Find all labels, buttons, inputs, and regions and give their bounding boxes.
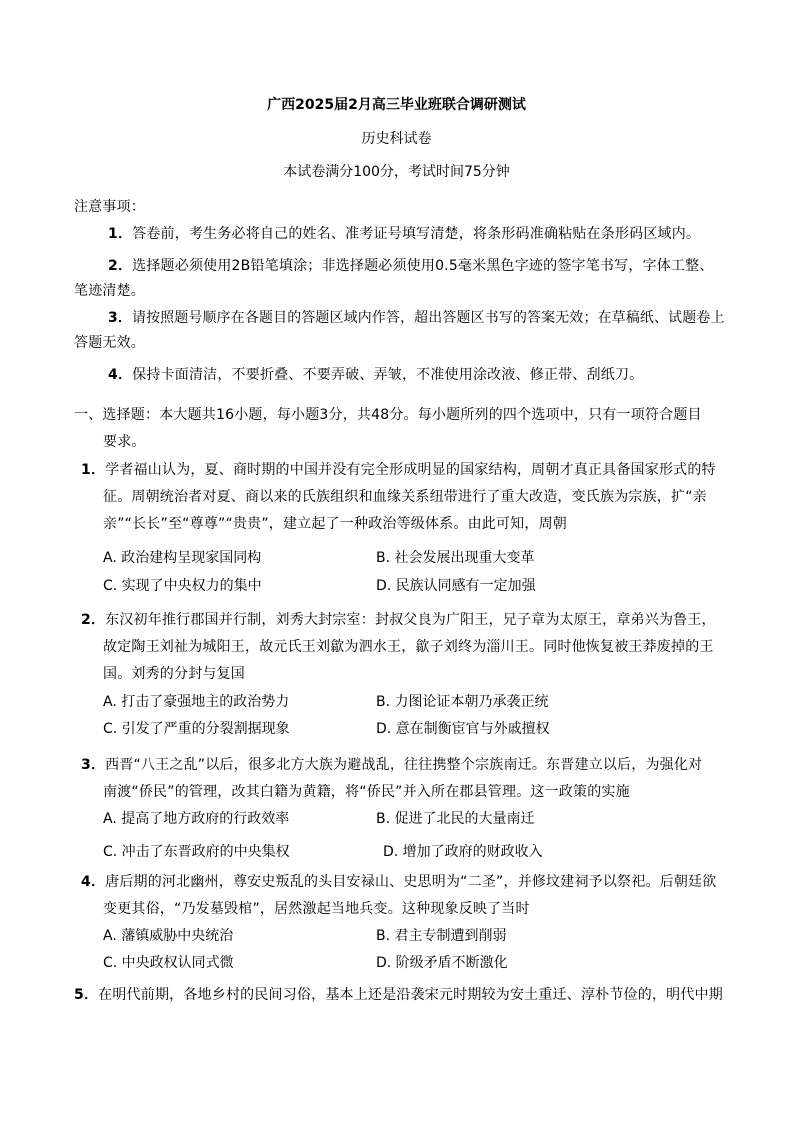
option-d: D. 民族认同感有一定加强 (376, 578, 536, 594)
option-a: A. 政治建构呈现家国同构 (103, 550, 262, 566)
notice-item (108, 224, 700, 244)
option-b: B. 促进了北民的大量南迁 (376, 811, 535, 827)
question-text: 故定陶王刘祉为城阳王，故元氏王刘歙为泗水王，歙子刘终为淄川王。同时他恢复被王莽废掉的王 (103, 639, 714, 655)
question-text: 东汉初年推行郡国并行制，刘秀大封宗室：封叔父良为广阳王，兄子章为太原王，章弟兴为鲁王， (105, 612, 716, 628)
notice-heading: 注意事项： (74, 199, 145, 215)
question-text: 征。周朝统治者对夏、商以来的氏族组织和血缘关系纽带进行了重大改造，变氏族为宗族，扩“亲 (103, 489, 707, 505)
option-a: A. 藩镇威胁中央统治 (103, 928, 234, 944)
option-c: C. 中央政权认同式微 (103, 955, 234, 971)
section-heading: 一、选择题：本大题共16小题，每小题3分，共48分。每小题所列的四个选项中，只有一项符合题目 (74, 407, 702, 423)
exam-title: 广西2025届2月高三毕业班联合调研测试 (267, 97, 526, 113)
question-text: 西晋“八王之乱”以后，很多北方大族为避战乱，往往携整个宗族南迁。东晋建立以后，为强化对 (105, 757, 703, 773)
option-d: D. 阶级矛盾不断激化 (376, 955, 508, 971)
question-text: 变更其俗，“乃发墓毁棺”，居然激起当地兵变。这种现象反映了当时 (103, 901, 530, 917)
option-a: A. 提高了地方政府的行政效率 (103, 811, 290, 827)
option-c: C. 实现了中央权力的集中 (103, 578, 262, 594)
option-d: D. 意在制衡宦官与外戚擅权 (376, 721, 550, 737)
option-b: B. 君主专制遭到削弱 (376, 928, 507, 944)
option-c: C. 冲击了东晋政府的中央集权 (103, 844, 290, 860)
notice-text: 笔迹清楚。 (74, 283, 145, 299)
option-b: B. 社会发展出现重大变革 (376, 550, 535, 566)
question-number: 4． (81, 874, 106, 890)
exam-info: 本试卷满分100分，考试时间75分钟 (283, 164, 510, 180)
question-text: 南渡“侨民”的管理，改其白籍为黄籍，将“侨民”并入所在郡县管理。这一政策的实施 (103, 784, 630, 800)
notice-text: 保持卡面清洁，不要折叠、不要弄破、弄皱，不准使用涂改液、修正带、刮纸刀。 (132, 367, 644, 383)
question (74, 985, 723, 1005)
question-text: 学者福山认为，夏、商时期的中国并没有完全形成明显的国家结构，周朝才真正具备国家形式的特 (105, 462, 716, 478)
notice-number: 4． (108, 367, 133, 383)
notice-text: 答卷前，考生务必将自己的姓名、准考证号填写清楚，将条形码准确粘贴在条形码区域内。 (132, 226, 701, 242)
question (81, 872, 716, 892)
question-number: 3． (81, 757, 106, 773)
notice-item (108, 308, 725, 328)
subject-title: 历史科试卷 (361, 131, 432, 147)
question-number: 2． (81, 612, 106, 628)
question-text: 唐后期的河北幽州，尊安史叛乱的头目安禄山、史思明为“二圣”，并修坟建祠予以祭祀。后朝廷欲 (105, 874, 717, 890)
question-text: 在明代前期，各地乡村的民间习俗，基本上还是沿袭宋元时期较为安土重迁、淳朴节俭的，明代中期 (98, 987, 723, 1003)
option-b: B. 力图论证本朝乃承袭正统 (376, 694, 549, 710)
notice-number: 2． (108, 258, 133, 274)
notice-text: 选择题必须使用2B铅笔填涂；非选择题必须使用0.5毫米黑色字迹的签字笔书写，字体工整、 (132, 258, 714, 274)
notice-number: 3． (108, 310, 133, 326)
notice-item (108, 365, 643, 385)
notice-text: 请按照题号顺序在各题目的答题区域内作答，超出答题区书写的答案无效；在草稿纸、试题卷上 (132, 310, 725, 326)
notice-number: 1． (108, 226, 133, 242)
option-d: D. 增加了政府的财政收入 (383, 844, 543, 860)
question (81, 755, 702, 775)
notice-item (108, 256, 714, 276)
question-text: 国。刘秀的分封与复国 (103, 666, 245, 682)
question-text: 亲”“长长”至“尊尊”“贵贵”，建立起了一种政治等级体系。由此可知，周朝 (103, 516, 567, 532)
notice-text: 答题无效。 (74, 335, 145, 351)
section-heading-cont: 要求。 (103, 434, 146, 450)
question (81, 460, 716, 480)
question-number: 1． (81, 462, 106, 478)
question-number: 5． (74, 987, 99, 1003)
option-c: C. 引发了严重的分裂割据现象 (103, 721, 290, 737)
option-a: A. 打击了豪强地主的政治势力 (103, 694, 290, 710)
question (81, 610, 716, 630)
